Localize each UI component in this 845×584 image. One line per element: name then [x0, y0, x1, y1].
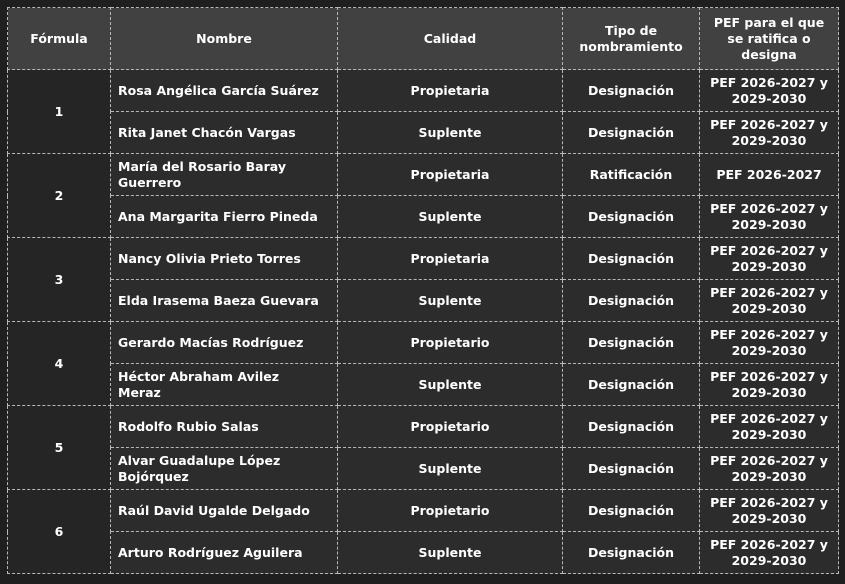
formula-cell: 1: [8, 70, 111, 154]
formula-cell: 5: [8, 406, 111, 490]
pef-cell: PEF 2026-2027 y 2029-2030: [700, 406, 839, 448]
table-row: [8, 364, 839, 406]
formula-cell: 6: [8, 490, 111, 574]
header-formula: Fórmula: [8, 8, 111, 70]
quality-cell: Suplente: [338, 280, 563, 322]
table-row: [8, 112, 839, 154]
appointment-type-cell: Designación: [563, 364, 700, 406]
appointment-type-cell: Designación: [563, 70, 700, 112]
name-cell: Rosa Angélica García Suárez: [111, 70, 338, 112]
pef-cell: PEF 2026-2027 y 2029-2030: [700, 280, 839, 322]
appointment-type-cell: Designación: [563, 448, 700, 490]
pef-cell: PEF 2026-2027 y 2029-2030: [700, 196, 839, 238]
name-cell: Ana Margarita Fierro Pineda: [111, 196, 338, 238]
name-cell: Alvar Guadalupe López Bojórquez: [111, 448, 338, 490]
pef-cell: PEF 2026-2027 y 2029-2030: [700, 112, 839, 154]
quality-cell: Propietario: [338, 406, 563, 448]
name-cell: Rodolfo Rubio Salas: [111, 406, 338, 448]
formula-cell: 3: [8, 238, 111, 322]
quality-cell: Suplente: [338, 196, 563, 238]
appointment-type-cell: Designación: [563, 406, 700, 448]
name-cell: María del Rosario Baray Guerrero: [111, 154, 338, 196]
pef-cell: PEF 2026-2027 y 2029-2030: [700, 364, 839, 406]
pef-cell: PEF 2026-2027 y 2029-2030: [700, 448, 839, 490]
quality-cell: Suplente: [338, 364, 563, 406]
quality-cell: Suplente: [338, 532, 563, 574]
appointment-type-cell: Designación: [563, 112, 700, 154]
appointment-type-cell: Designación: [563, 532, 700, 574]
pef-cell: PEF 2026-2027: [700, 154, 839, 196]
table-row: [8, 406, 839, 448]
table-row: [8, 448, 839, 490]
appointment-type-cell: Ratificación: [563, 154, 700, 196]
pef-cell: PEF 2026-2027 y 2029-2030: [700, 238, 839, 280]
table-row: [8, 238, 839, 280]
pef-cell: PEF 2026-2027 y 2029-2030: [700, 490, 839, 532]
name-cell: Arturo Rodríguez Aguilera: [111, 532, 338, 574]
header-quality: Calidad: [338, 8, 563, 70]
quality-cell: Propietaria: [338, 154, 563, 196]
table-row: [8, 70, 839, 112]
name-cell: Rita Janet Chacón Vargas: [111, 112, 338, 154]
name-cell: Nancy Olivia Prieto Torres: [111, 238, 338, 280]
appointment-type-cell: Designación: [563, 280, 700, 322]
name-cell: Héctor Abraham Avilez Meraz: [111, 364, 338, 406]
header-row: [8, 8, 839, 70]
appointment-type-cell: Designación: [563, 196, 700, 238]
formula-cell: 4: [8, 322, 111, 406]
table-row: [8, 322, 839, 364]
header-name: Nombre: [111, 8, 338, 70]
name-cell: Elda Irasema Baeza Guevara: [111, 280, 338, 322]
appointment-type-cell: Designación: [563, 238, 700, 280]
header-appointment-type: Tipo de nombramiento: [563, 8, 700, 70]
quality-cell: Propietaria: [338, 238, 563, 280]
header-pef: PEF para el que se ratifica o designa: [700, 8, 839, 70]
quality-cell: Propietario: [338, 322, 563, 364]
table-body: [8, 70, 839, 574]
table-row: [8, 196, 839, 238]
name-cell: Raúl David Ugalde Delgado: [111, 490, 338, 532]
appointment-type-cell: Designación: [563, 322, 700, 364]
quality-cell: Suplente: [338, 448, 563, 490]
appointments-table-container: [7, 7, 839, 574]
name-cell: Gerardo Macías Rodríguez: [111, 322, 338, 364]
pef-cell: PEF 2026-2027 y 2029-2030: [700, 532, 839, 574]
table-header: [8, 8, 839, 70]
table-row: [8, 490, 839, 532]
quality-cell: Propietario: [338, 490, 563, 532]
table-row: [8, 154, 839, 196]
quality-cell: Propietaria: [338, 70, 563, 112]
pef-cell: PEF 2026-2027 y 2029-2030: [700, 70, 839, 112]
formula-cell: 2: [8, 154, 111, 238]
pef-cell: PEF 2026-2027 y 2029-2030: [700, 322, 839, 364]
table-row: [8, 532, 839, 574]
table-row: [8, 280, 839, 322]
appointments-table: [7, 7, 839, 574]
quality-cell: Suplente: [338, 112, 563, 154]
appointment-type-cell: Designación: [563, 490, 700, 532]
